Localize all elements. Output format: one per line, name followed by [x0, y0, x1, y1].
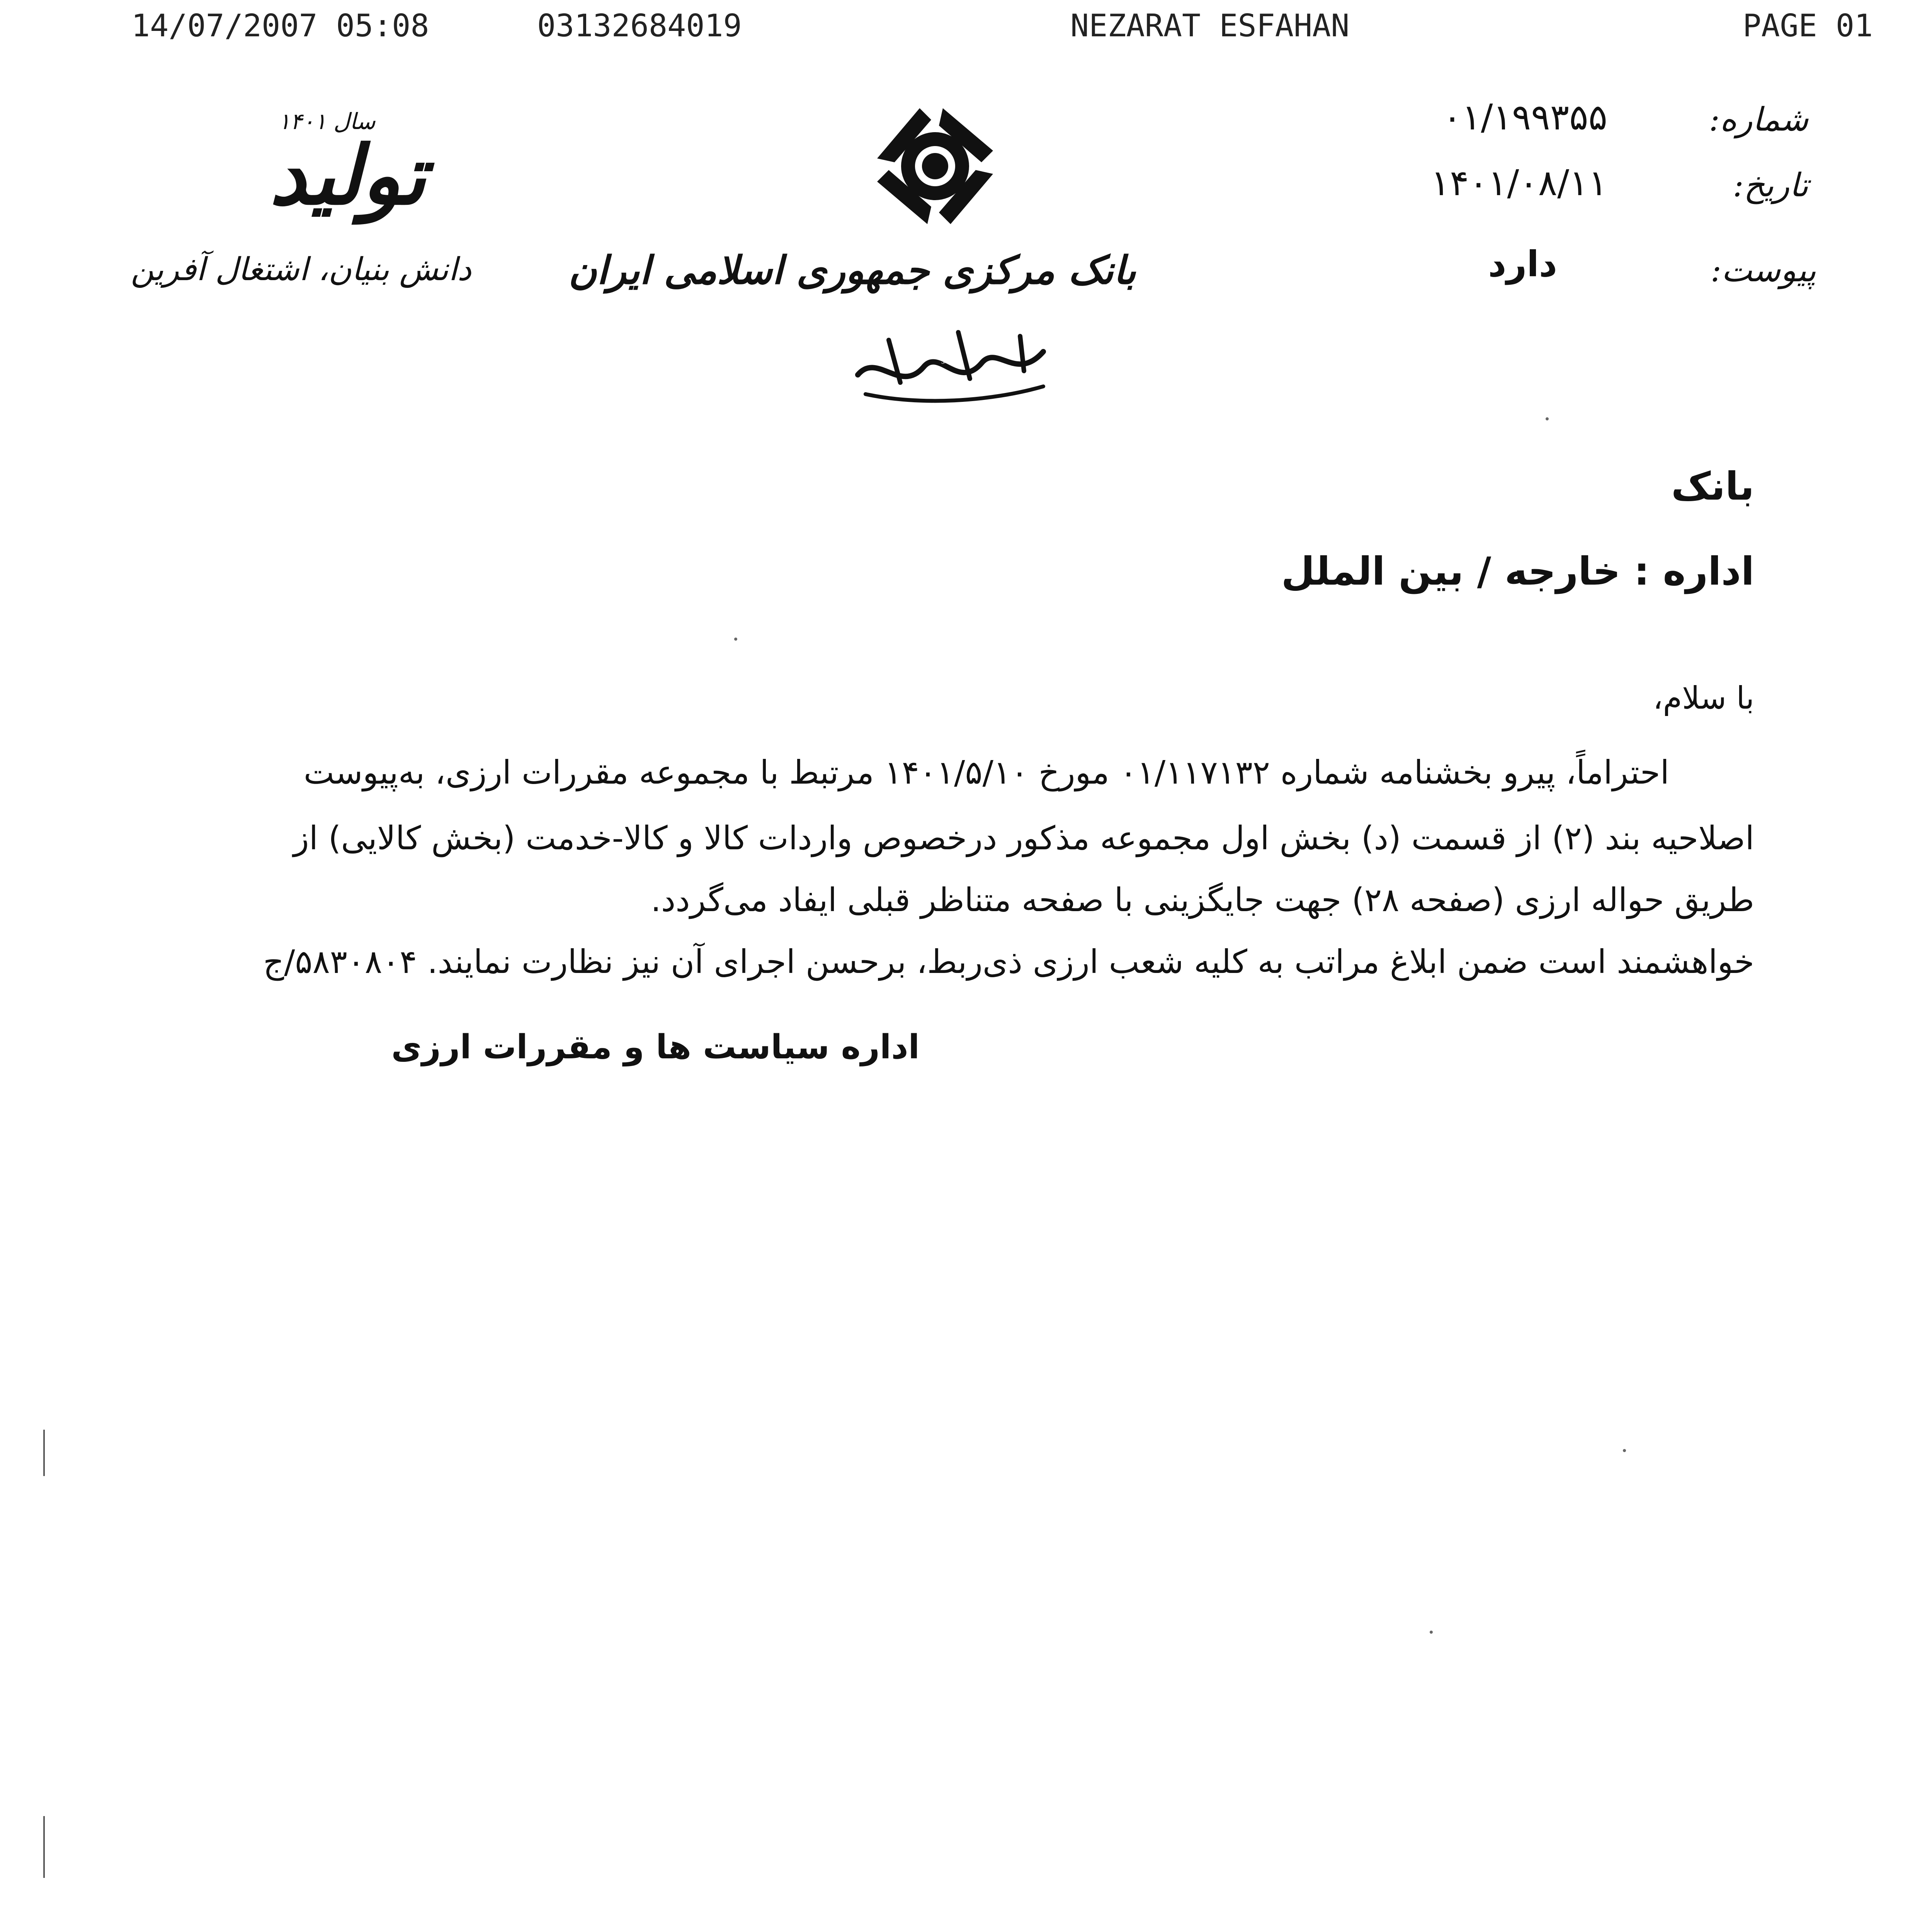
- slogan-year: سال ۱۴۰۱: [278, 108, 376, 134]
- number-label: شماره:: [1709, 100, 1808, 138]
- recipient-bank: بانک: [1671, 464, 1754, 509]
- fax-phone: 03132684019: [537, 8, 742, 44]
- scan-mark: [43, 1430, 45, 1476]
- slogan-sub: دانش بنیان، اشتغال آفرین: [131, 251, 471, 288]
- fax-header: [0, 8, 1932, 50]
- attachment-label: پیوست:: [1710, 251, 1816, 289]
- bismillah-calligraphy: [842, 317, 1059, 410]
- bank-name: بانک مرکزی جمهوری اسلامی ایران: [568, 247, 1136, 293]
- fax-sender: NEZARAT ESFAHAN: [1070, 8, 1350, 44]
- central-bank-logo-icon: [866, 97, 1005, 236]
- scan-speck: [1623, 1449, 1626, 1452]
- scan-speck: [734, 638, 737, 641]
- recipient-department: اداره : خارجه / بین الملل: [1281, 549, 1754, 594]
- scan-speck: [1546, 417, 1549, 420]
- number-value: ۰۱/۱۹۹۳۵۵: [1442, 97, 1607, 138]
- scan-mark: [43, 1816, 45, 1878]
- body-line-1: احتراماً، پیرو بخشنامه شماره ۰۱/۱۱۷۱۳۲ مورخ ۱۴۰۱/۵/۱۰ مرتبط با مجموعه مقررات ارزی، به‌پیوست: [303, 753, 1669, 791]
- signature: اداره سیاست ها و مقررات ارزی: [391, 1028, 920, 1066]
- greeting: با سلام،: [1653, 680, 1754, 716]
- slogan-main: تولید: [269, 128, 426, 223]
- date-label: تاریخ:: [1733, 166, 1808, 204]
- attachment-value: دارد: [1488, 243, 1557, 285]
- body-line-2: اصلاحیه بند (۲) از قسمت (د) بخش اول مجموعه مذکور درخصوص واردات کالا و کالا-خدمت (بخش کالایی) از: [293, 819, 1754, 857]
- bismillah-text: بسمه تعالی: [941, 360, 960, 364]
- body-line-3: طریق حواله ارزی (صفحه ۲۸) جهت جایگزینی با صفحه متناظر قبلی ایفاد می‌گردد.: [651, 881, 1754, 919]
- body-line-4: خواهشمند است ضمن ابلاغ مراتب به کلیه شعب ارزی ذی‌ربط، برحسن اجرای آن نیز نظارت نمایند. ۵۸۳۰۸۰۴/ج: [263, 943, 1754, 981]
- date-value: ۱۴۰۱/۰۸/۱۱: [1430, 162, 1607, 204]
- fax-page: PAGE 01: [1743, 8, 1873, 44]
- fax-datetime: 14/07/2007 05:08: [131, 8, 429, 44]
- scan-speck: [1430, 1631, 1433, 1634]
